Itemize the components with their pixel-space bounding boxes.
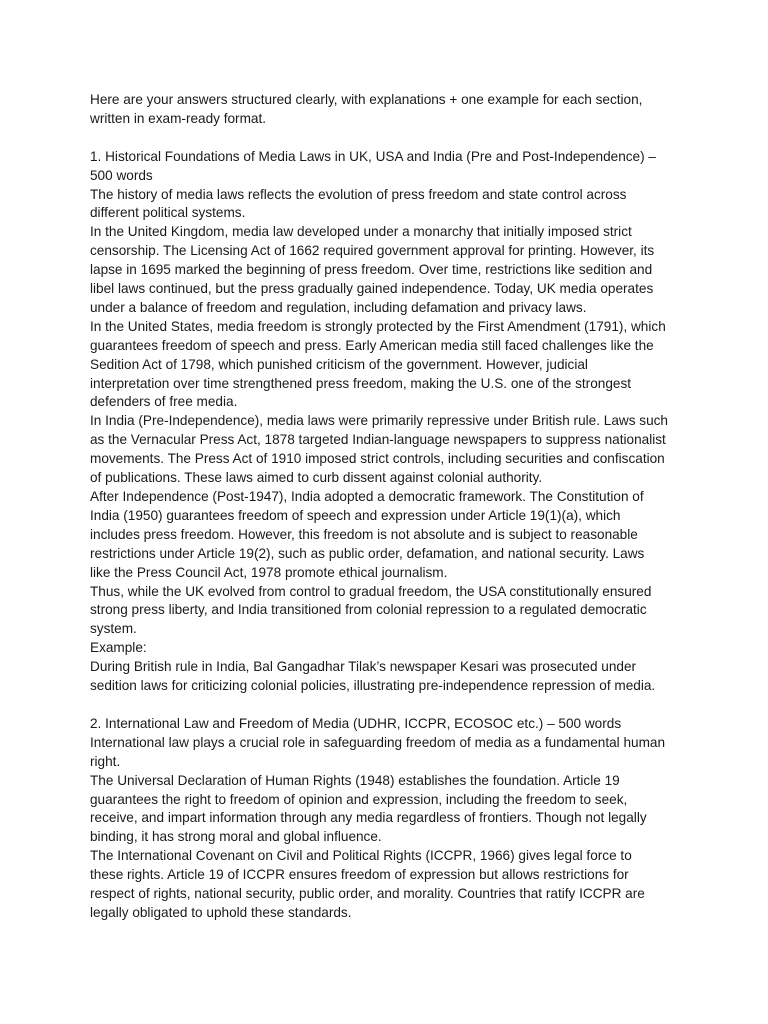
intro-paragraph: Here are your answers structured clearly, with explanations + one example for each section, written in exam-ready format. xyxy=(90,92,643,126)
section-1-heading: 1. Historical Foundations of Media Laws in UK, USA and India (Pre and Post-Independence) – 500 words xyxy=(90,148,656,183)
spacer xyxy=(90,129,680,148)
section-2 xyxy=(90,715,680,923)
section-1-paragraph: The history of media laws reflects the evolution of press freedom and state control across different political systems. xyxy=(90,186,627,221)
spacer xyxy=(90,696,680,715)
section-1 xyxy=(90,148,680,696)
section-2-heading: 2. International Law and Freedom of Media (UDHR, ICCPR, ECOSOC etc.) – 500 words xyxy=(90,715,622,731)
section-1-example-text: During British rule in India, Bal Gangadhar Tilak’s newspaper Kesari was prosecuted under sedition laws for criticizing colonial policies, illustrating pre-independence repression of media. xyxy=(90,659,656,694)
section-2-paragraph: The Universal Declaration of Human Rights (1948) establishes the foundation. Article 19 guarantees the right to freedom of opinion and expression, including the freedom to seek, receive, and impart information through any media regardless of frontiers. Though not legally binding, it has strong moral and global influence. xyxy=(90,772,647,845)
section-1-paragraph: Thus, while the UK evolved from control to gradual freedom, the USA constitutionally ensured strong press liberty, and India transitioned from colonial repression to a regulated democratic system. xyxy=(90,583,652,637)
section-1-paragraph: In the United States, media freedom is strongly protected by the First Amendment (1791), which guarantees freedom of speech and press. Early American media still faced challenges like the Sedition Act of 1798, which punished criticism of the government. However, judicial interpretation over time strengthened press freedom, making the U.S. one of the strongest defenders of free media. xyxy=(90,318,666,410)
section-1-example-label: Example: xyxy=(90,640,147,656)
section-1-paragraph: In the United Kingdom, media law developed under a monarchy that initially imposed strict censorship. The Licensing Act of 1662 required government approval for printing. However, its lapse in 1695 marked the beginning of press freedom. Over time, restrictions like sedition and libel laws continued, but the press gradually gained independence. Today, UK media operates under a balance of freedom and regulation, including defamation and privacy laws. xyxy=(90,224,655,315)
document-body xyxy=(90,91,680,923)
section-2-paragraph: International law plays a crucial role in safeguarding freedom of media as a fundamental human right. xyxy=(90,734,666,769)
section-2-paragraph: The International Covenant on Civil and Political Rights (ICCPR, 1966) gives legal force to these rights. Article 19 of ICCPR ensures freedom of expression but allows restrictions for respect of rights, national security, public order, and morality. Countries that ratify ICCPR are legally obligated to uphold these standards. xyxy=(90,848,645,920)
section-1-paragraph: In India (Pre-Independence), media laws were primarily repressive under British rule. Laws such as the Vernacular Press Act, 1878 targeted Indian-language newspapers to suppress nationalist movements. The Press Act of 1910 imposed strict controls, including securities and confiscation of publications. These laws aimed to curb dissent against colonial authority. xyxy=(90,413,668,486)
section-1-paragraph: After Independence (Post-1947), India adopted a democratic framework. The Constitution of India (1950) guarantees freedom of speech and expression under Article 19(1)(a), which includes press freedom. However, this freedom is not absolute and is subject to reasonable restrictions under Article 19(2), such as public order, defamation, and national security. Laws like the Press Council Act, 1978 promote ethical journalism. xyxy=(90,489,645,580)
